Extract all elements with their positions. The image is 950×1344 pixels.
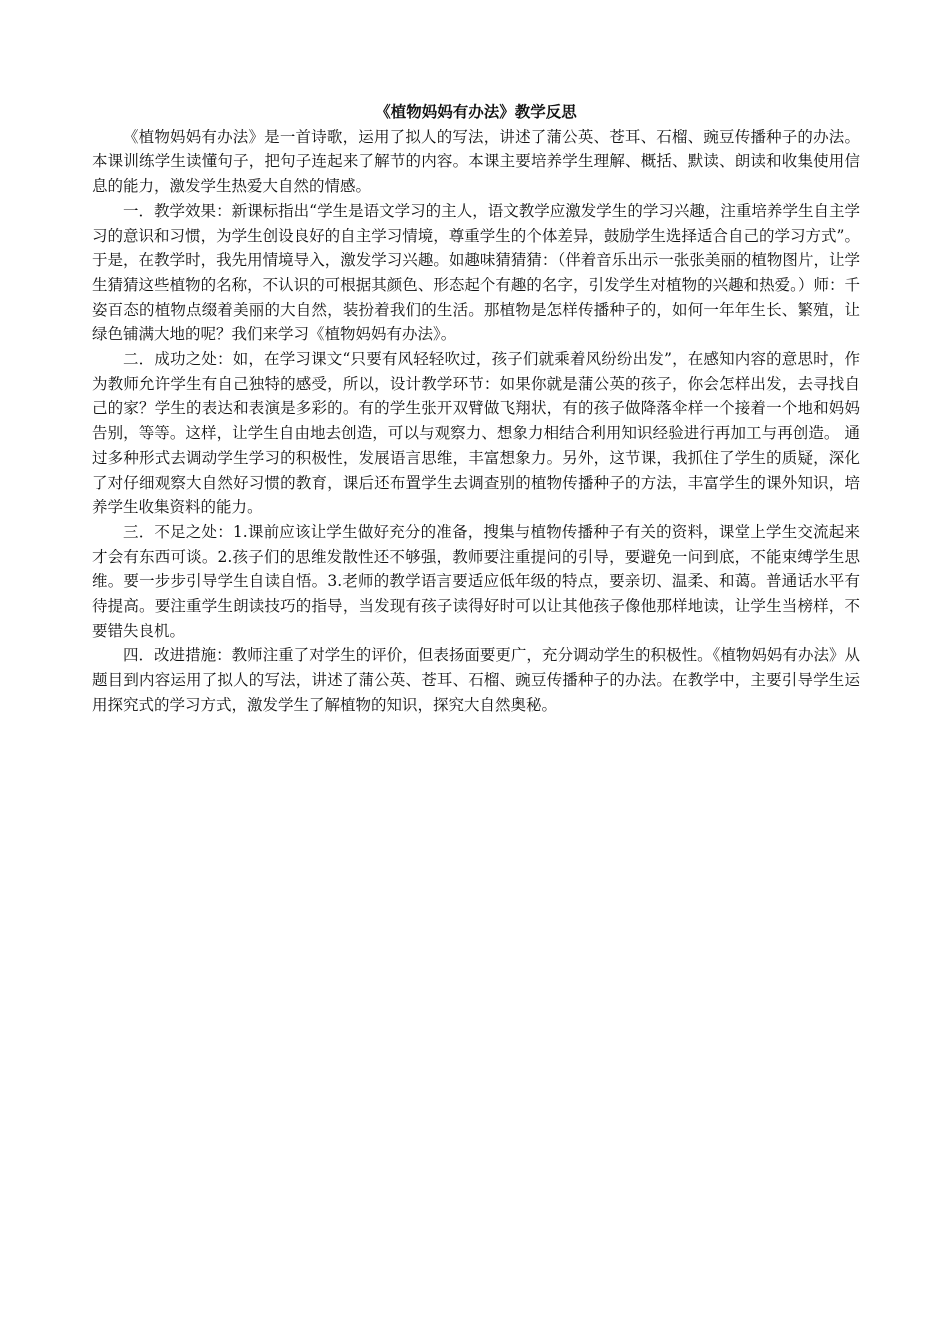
paragraph-successes: 二．成功之处：如，在学习课文“只要有风轻轻吹过，孩子们就乘着风纷纷出发”，在感知内容的意思时，作为教师允许学生有自己独特的感受，所以，设计教学环节：如果你就是蒲公英的孩子，你会怎样出发，去寻找自己的家？学生的表达和表演是多彩的。有的学生张开双臂做飞翔状，有的孩子做降落伞样一个接着一个地和妈妈告别，等等。这样，让学生自由地去创造，可以与观察力、想象力相结合利用知识经验进行再加工与再创造。 通过多种形式去调动学生学习的积极性，发展语言思维，丰富想象力。另外，这节课，我抓住了学生的质疑，深化了对仔细观察大自然好习惯的教育，课后还布置学生去调查别的植物传播种子的方法，丰富学生的课外知识，培养学生收集资料的能力。 bbox=[92, 350, 860, 517]
paragraph-shortcomings: 三．不足之处：1.课前应该让学生做好充分的准备，搜集与植物传播种子有关的资料，课堂上学生交流起来才会有东西可谈。2.孩子们的思维发散性还不够强，教师要注重提问的引导，要避免一问到底，不能束缚学生思维。要一步步引导学生自读自悟。3.老师的教学语言要适应低年级的特点，要亲切、温柔、和蔼。普通话水平有待提高。要注重学生朗读技巧的指导，当发现有孩子读得好时可以让其他孩子像他那样地读，让学生当榜样，不要错失良机。 bbox=[92, 522, 860, 640]
document-body bbox=[92, 100, 860, 718]
paragraph-teaching-effect: 一．教学效果：新课标指出“学生是语文学习的主人，语文教学应激发学生的学习兴趣，注重培养学生自主学习的意识和习惯，为学生创设良好的自主学习情境，尊重学生的个体差异，鼓励学生选择适合自己的学习方式”。于是，在教学时，我先用情境导入，激发学习兴趣。如趣味猜猜猜：（伴着音乐出示一张张美丽的植物图片，让学生猜猜这些植物的名称，不认识的可根据其颜色、形态起个有趣的名字，引发学生对植物的兴趣和热爱。）师：千姿百态的植物点缀着美丽的大自然，装扮着我们的生活。那植物是怎样传播种子的，如何一年年生长、繁殖，让绿色铺满大地的呢？我们来学习《植物妈妈有办法》。 bbox=[92, 201, 860, 344]
paragraph-intro: 《植物妈妈有办法》是一首诗歌，运用了拟人的写法，讲述了蒲公英、苍耳、石榴、豌豆传播种子的办法。本课训练学生读懂句子，把句子连起来了解节的内容。本课主要培养学生理解、概括、默读、朗读和收集使用信息的能力，激发学生热爱大自然的情感。 bbox=[92, 127, 860, 196]
paragraph-improvements: 四．改进措施：教师注重了对学生的评价，但表扬面要更广，充分调动学生的积极性。《植物妈妈有办法》从题目到内容运用了拟人的写法，讲述了蒲公英、苍耳、石榴、豌豆传播种子的办法。在教学中，主要引导学生运用探究式的学习方式，激发学生了解植物的知识，探究大自然奥秘。 bbox=[92, 646, 860, 714]
document-title: 《植物妈妈有办法》教学反思 bbox=[375, 102, 577, 121]
